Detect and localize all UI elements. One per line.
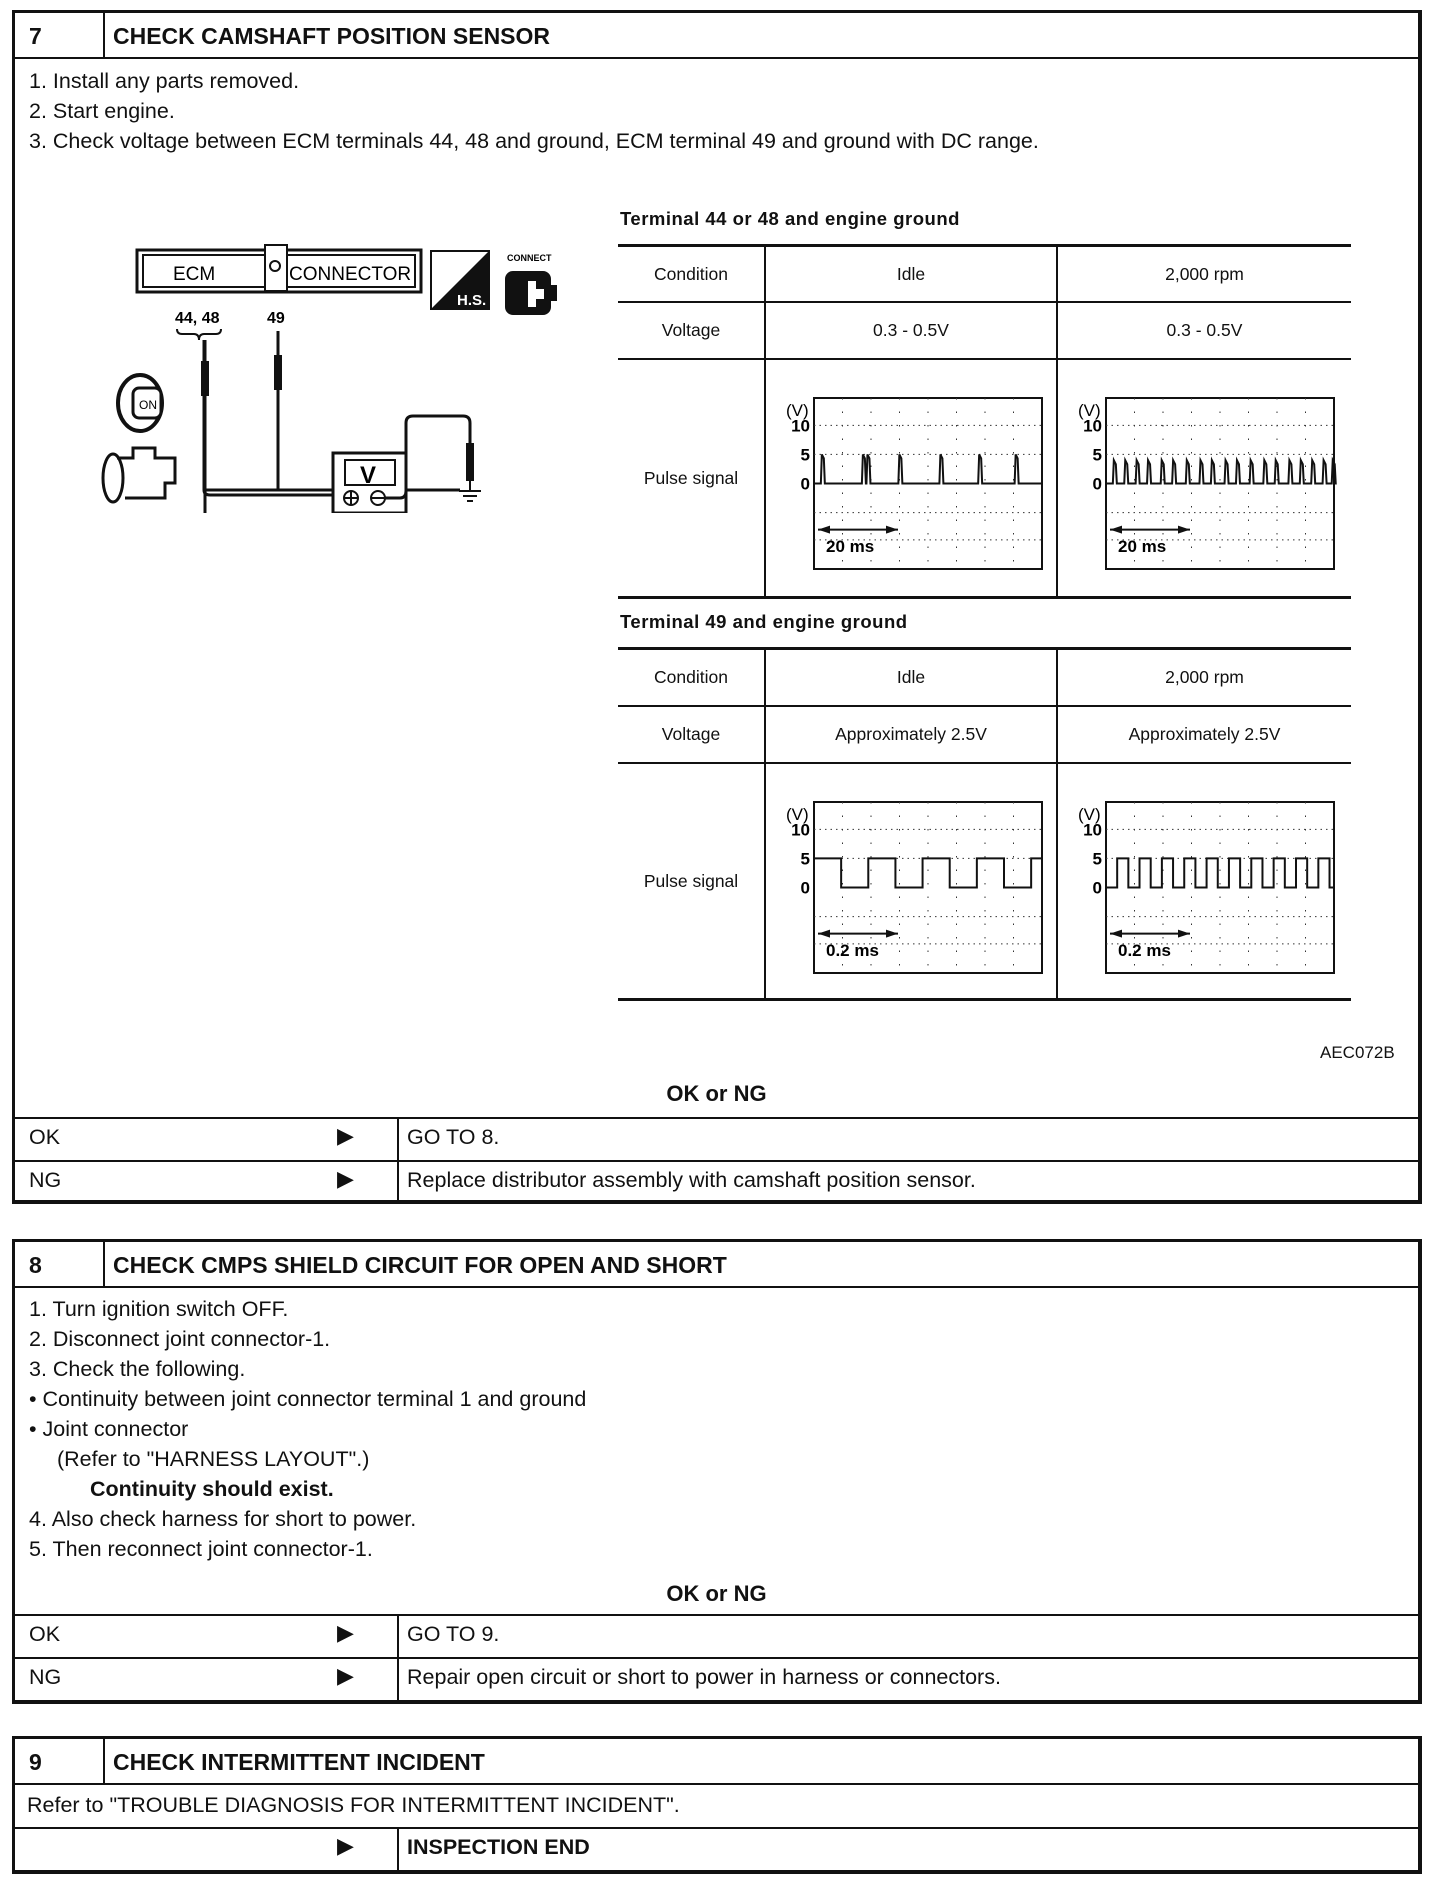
condition-value: Idle xyxy=(764,247,1056,301)
instruction: 5. Then reconnect joint connector-1. xyxy=(29,1537,373,1561)
svg-text:CONNECT: CONNECT xyxy=(507,253,552,263)
arrow-right-icon: ▶ xyxy=(337,1123,354,1148)
expected-result: Continuity should exist. xyxy=(90,1477,334,1501)
ok-label: OK xyxy=(29,1622,61,1646)
ng-label: NG xyxy=(29,1665,62,1689)
arrow-right-icon: ▶ xyxy=(337,1166,354,1191)
y-tick-label: 0 xyxy=(1092,878,1102,898)
step-title: CHECK CAMSHAFT POSITION SENSOR xyxy=(113,23,551,49)
ok-row xyxy=(15,1614,1418,1657)
instruction: 4. Also check harness for short to power. xyxy=(29,1507,417,1531)
condition-label: Condition xyxy=(654,667,728,687)
y-tick-label: 0 xyxy=(800,878,810,898)
y-tick-label: 10 xyxy=(1083,820,1102,840)
arrow-right-icon: ▶ xyxy=(337,1833,354,1858)
time-scale-label: 20 ms xyxy=(1118,536,1167,556)
ng-result: Repair open circuit or short to power in harness or connectors. xyxy=(397,1659,1427,1703)
condition-value: Idle xyxy=(764,650,1056,705)
pulse-signal-scope xyxy=(1066,796,1346,986)
step-title: CHECK INTERMITTENT INCIDENT xyxy=(113,1749,485,1775)
ok-row xyxy=(15,1117,1418,1160)
voltage-value: 0.3 - 0.5V xyxy=(1056,303,1351,358)
instruction: 1. Install any parts removed. xyxy=(29,69,300,93)
step-header xyxy=(15,13,1418,59)
instruction: • Joint connector xyxy=(29,1417,189,1441)
instruction: Refer to "TROUBLE DIAGNOSIS FOR INTERMITTENT INCIDENT". xyxy=(27,1793,680,1817)
ng-row xyxy=(15,1657,1418,1703)
ng-label: NG xyxy=(29,1168,62,1192)
axis-unit: (V) xyxy=(1078,401,1101,420)
instruction: 1. Turn ignition switch OFF. xyxy=(29,1297,289,1321)
step-9-box xyxy=(12,1736,1422,1874)
terminal-label: 49 xyxy=(267,310,285,327)
svg-text:ON: ON xyxy=(139,398,157,412)
inspection-end: INSPECTION END xyxy=(397,1829,1427,1873)
y-tick-label: 5 xyxy=(1092,445,1102,465)
pulse-signal-scope xyxy=(774,796,1054,986)
step-title: CHECK CMPS SHIELD CIRCUIT FOR OPEN AND SHORT xyxy=(113,1252,727,1278)
instruction: 3. Check voltage between ECM terminals 44, 48 and ground, ECM terminal 49 and ground with DC range. xyxy=(29,129,1039,153)
wiring-diagram xyxy=(95,233,585,513)
y-tick-label: 10 xyxy=(1083,416,1102,436)
svg-text:H.S.: H.S. xyxy=(457,292,487,309)
ok-result: GO TO 9. xyxy=(397,1616,1427,1657)
time-scale-label: 0.2 ms xyxy=(1118,940,1171,960)
step-number: 8 xyxy=(15,1242,105,1286)
voltage-value: Approximately 2.5V xyxy=(1056,707,1351,762)
step-header xyxy=(15,1242,1418,1288)
ecm-label: ECM xyxy=(173,264,216,285)
instruction: (Refer to "HARNESS LAYOUT".) xyxy=(57,1447,370,1471)
instruction: 2. Disconnect joint connector-1. xyxy=(29,1327,331,1351)
axis-unit: (V) xyxy=(786,805,809,824)
terminal-label: 44, 48 xyxy=(175,310,220,327)
ok-result: GO TO 8. xyxy=(397,1119,1427,1160)
hs-icon xyxy=(431,251,489,309)
connector-label: CONNECTOR xyxy=(289,264,412,285)
arrow-right-icon: ▶ xyxy=(337,1620,354,1645)
figure-id: AEC072B xyxy=(1320,1043,1395,1062)
ok-or-ng-label: OK or NG xyxy=(666,1081,767,1106)
ignition-on-icon xyxy=(118,375,162,431)
time-scale-label: 0.2 ms xyxy=(826,940,879,960)
axis-unit: (V) xyxy=(786,401,809,420)
arrow-right-icon: ▶ xyxy=(337,1663,354,1688)
connect-icon xyxy=(505,253,557,315)
ok-or-ng-label: OK or NG xyxy=(666,1581,767,1606)
step-8-box xyxy=(12,1239,1422,1704)
step-header xyxy=(15,1739,1418,1785)
step-number: 7 xyxy=(15,13,105,57)
y-tick-label: 0 xyxy=(800,474,810,494)
instruction: 2. Start engine. xyxy=(29,99,175,123)
end-row xyxy=(15,1827,1418,1873)
time-scale-label: 20 ms xyxy=(826,536,875,556)
step-7-box xyxy=(12,10,1422,1204)
voltage-value: 0.3 - 0.5V xyxy=(764,303,1056,358)
pulse-label: Pulse signal xyxy=(643,467,739,488)
ng-result: Replace distributor assembly with camshaft position sensor. xyxy=(397,1162,1427,1203)
table-title: Terminal 49 and engine ground xyxy=(620,611,908,632)
pulse-label: Pulse signal xyxy=(643,870,739,891)
engine-running-icon xyxy=(103,448,175,502)
y-tick-label: 10 xyxy=(791,820,810,840)
voltage-value: Approximately 2.5V xyxy=(764,707,1056,762)
ng-row xyxy=(15,1160,1418,1203)
instruction: 3. Check the following. xyxy=(29,1357,246,1381)
y-tick-label: 5 xyxy=(1092,849,1102,869)
y-tick-label: 5 xyxy=(800,849,810,869)
svg-text:V: V xyxy=(360,462,377,489)
condition-value: 2,000 rpm xyxy=(1056,247,1351,301)
pulse-signal-scope xyxy=(774,392,1054,582)
axis-unit: (V) xyxy=(1078,805,1101,824)
condition-value: 2,000 rpm xyxy=(1056,650,1351,705)
table-title: Terminal 44 or 48 and engine ground xyxy=(620,208,960,229)
voltage-label: Voltage xyxy=(661,320,721,340)
pulse-signal-scope xyxy=(1066,392,1346,582)
condition-label: Condition xyxy=(654,263,728,284)
y-tick-label: 10 xyxy=(791,416,810,436)
step-number: 9 xyxy=(15,1739,105,1783)
y-tick-label: 5 xyxy=(800,445,810,465)
instruction: • Continuity between joint connector terminal 1 and ground xyxy=(29,1387,587,1411)
voltage-label: Voltage xyxy=(661,724,721,744)
ok-label: OK xyxy=(29,1125,61,1149)
y-tick-label: 0 xyxy=(1092,474,1102,494)
